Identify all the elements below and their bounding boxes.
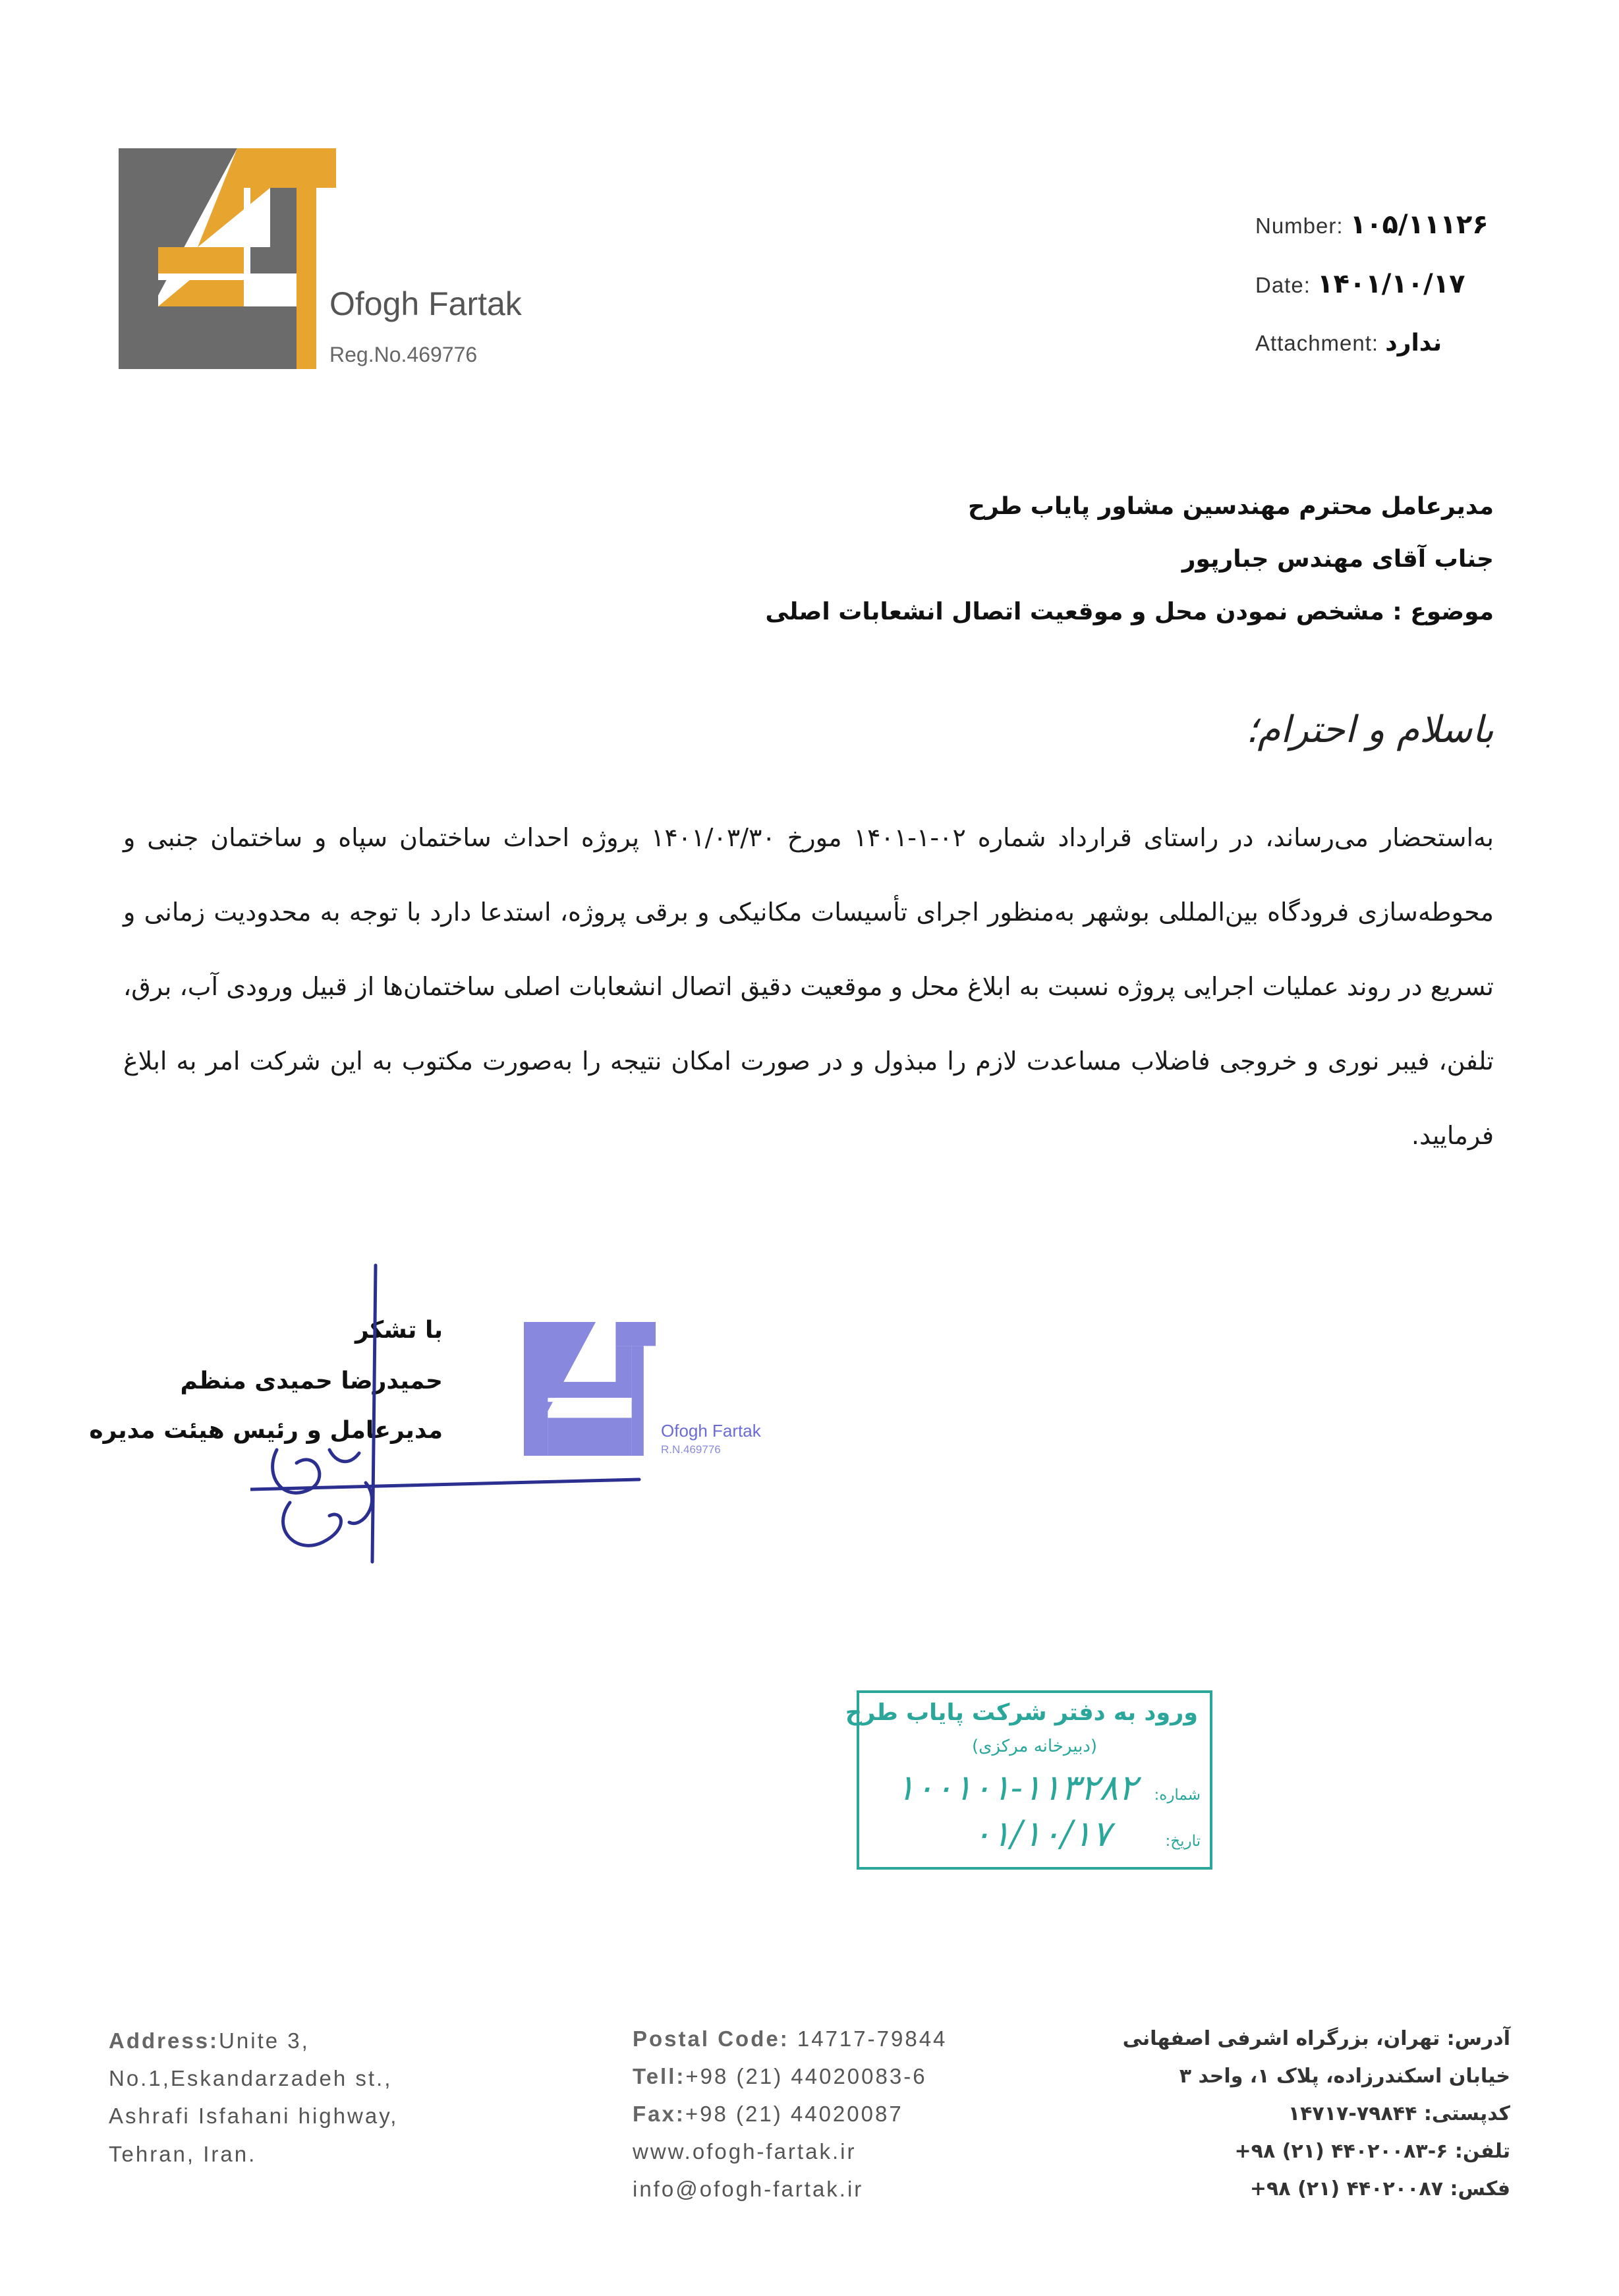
seal-brand-name: Ofogh Fartak — [661, 1421, 761, 1441]
tel-label: Tell: — [633, 2064, 686, 2088]
number-label: Number: — [1255, 214, 1344, 238]
attachment-value: ندارد — [1385, 330, 1442, 357]
received-stamp-subtitle: (دبیرخانه مرکزی) — [971, 1736, 1098, 1756]
footer-fa-postal: کدپستی: ۷۹۸۴۴-۱۴۷۱۷ — [1288, 2102, 1510, 2125]
footer-fa-fax: فکس: ۴۴۰۲۰۰۸۷ (۲۱) ۹۸+ — [1249, 2177, 1510, 2200]
address-line-2: No.1,Eskandarzadeh st., — [109, 2066, 393, 2090]
address-line-3: Ashrafi Isfahani highway, — [109, 2104, 399, 2128]
letter-attachment — [1255, 330, 1442, 357]
received-stamp — [845, 1690, 1212, 1870]
signature-thanks: با تشکر — [355, 1317, 443, 1344]
letter-number — [1255, 210, 1489, 240]
footer-postal — [633, 2026, 947, 2052]
footer-tel — [633, 2064, 927, 2089]
address-line-1: Unite 3, — [219, 2028, 310, 2053]
address-label: Address: — [109, 2028, 219, 2053]
fax-label: Fax: — [633, 2102, 685, 2126]
date-value: ۱۴۰۱/۱۰/۱۷ — [1317, 269, 1465, 299]
seal-registration: R.N.469776 — [661, 1443, 721, 1456]
recipient-name: جناب آقای مهندس جبارپور — [1181, 546, 1494, 573]
attachment-label: Attachment: — [1255, 331, 1379, 355]
received-date-label: تاریخ: — [1165, 1833, 1201, 1850]
footer-website[interactable]: www.ofogh-fartak.ir — [633, 2139, 857, 2164]
signer-title: مدیرعامل و رئیس هیئت مدیره — [89, 1417, 443, 1444]
letter-subject: موضوع : مشخص نمودن محل و موقعیت اتصال انشعابات اصلی — [765, 598, 1494, 625]
registration-number: Reg.No.469776 — [329, 343, 478, 366]
postal-label: Postal Code: — [633, 2026, 789, 2051]
recipient-title: مدیرعامل محترم مهندسین مشاور پایاب طرح — [968, 493, 1494, 520]
footer-fa-tel: تلفن: ۶-۴۴۰۲۰۰۸۳ (۲۱) ۹۸+ — [1234, 2140, 1510, 2163]
date-label: Date: — [1255, 273, 1311, 297]
fax-value: +98 (21) 44020087 — [685, 2102, 903, 2126]
number-value: ۱۰۵/۱۱۱۲۶ — [1349, 210, 1489, 240]
signer-name: حمیدرضا حمیدی منظم — [180, 1367, 443, 1394]
letter-date — [1255, 269, 1465, 299]
footer-fa-address-1: آدرس: تهران، بزرگراه اشرفی اصفهانی — [1122, 2027, 1510, 2050]
received-number-label: شماره: — [1154, 1787, 1201, 1804]
received-date-value: ۰۱/۱۰/۱۷ — [972, 1813, 1111, 1854]
postal-value: 14717-79844 — [797, 2026, 948, 2051]
company-logo — [119, 148, 336, 369]
letter-body: به‌استحضار می‌رساند، در راستای قرارداد شماره ۰۲-۱-۱۴۰۱ مورخ ۱۴۰۱/۰۳/۳۰ پروژه احداث ساختمان سپاه و ساختمان جنبی و محوطه‌سازی فرودگاه بین‌المللی بوشهر به‌منظور اجرای تأسیسات مکانیکی و برقی پروژه، استدعا دارد با توجه به محدودیت زمانی و تسریع در روند عملیات اجرایی پروژه نسبت به ابلاغ محل و موقعیت دقیق اتصال انشعابات اصلی ساختمان‌ها از قبیل ورودی آب، برق، تلفن، فیبر نوری و خروجی فاضلاب مساعدت لازم را مبذول و در صورت امکان نتیجه را به‌صورت مکتوب به این شرکت امر به ابلاغ فرمایید. — [123, 823, 1494, 1150]
footer-address — [109, 2028, 310, 2053]
address-line-4: Tehran, Iran. — [109, 2142, 257, 2166]
footer-email[interactable]: info@ofogh-fartak.ir — [633, 2177, 864, 2201]
received-stamp-title: ورود به دفتر شرکت پایاب طرح — [845, 1700, 1198, 1726]
tel-value: +98 (21) 44020083-6 — [685, 2064, 927, 2088]
received-number-value: ۱۰۰۱۰۱-۱۱۳۲۸۲ — [895, 1767, 1137, 1808]
handwritten-signature-icon — [250, 1252, 659, 1568]
footer-fa-address-2: خیابان اسکندرزاده، پلاک ۱، واحد ۳ — [1179, 2065, 1510, 2088]
greeting: باسلام و احترام؛ — [1245, 708, 1494, 751]
footer-fax — [633, 2102, 903, 2127]
brand-name: Ofogh Fartak — [329, 285, 522, 322]
